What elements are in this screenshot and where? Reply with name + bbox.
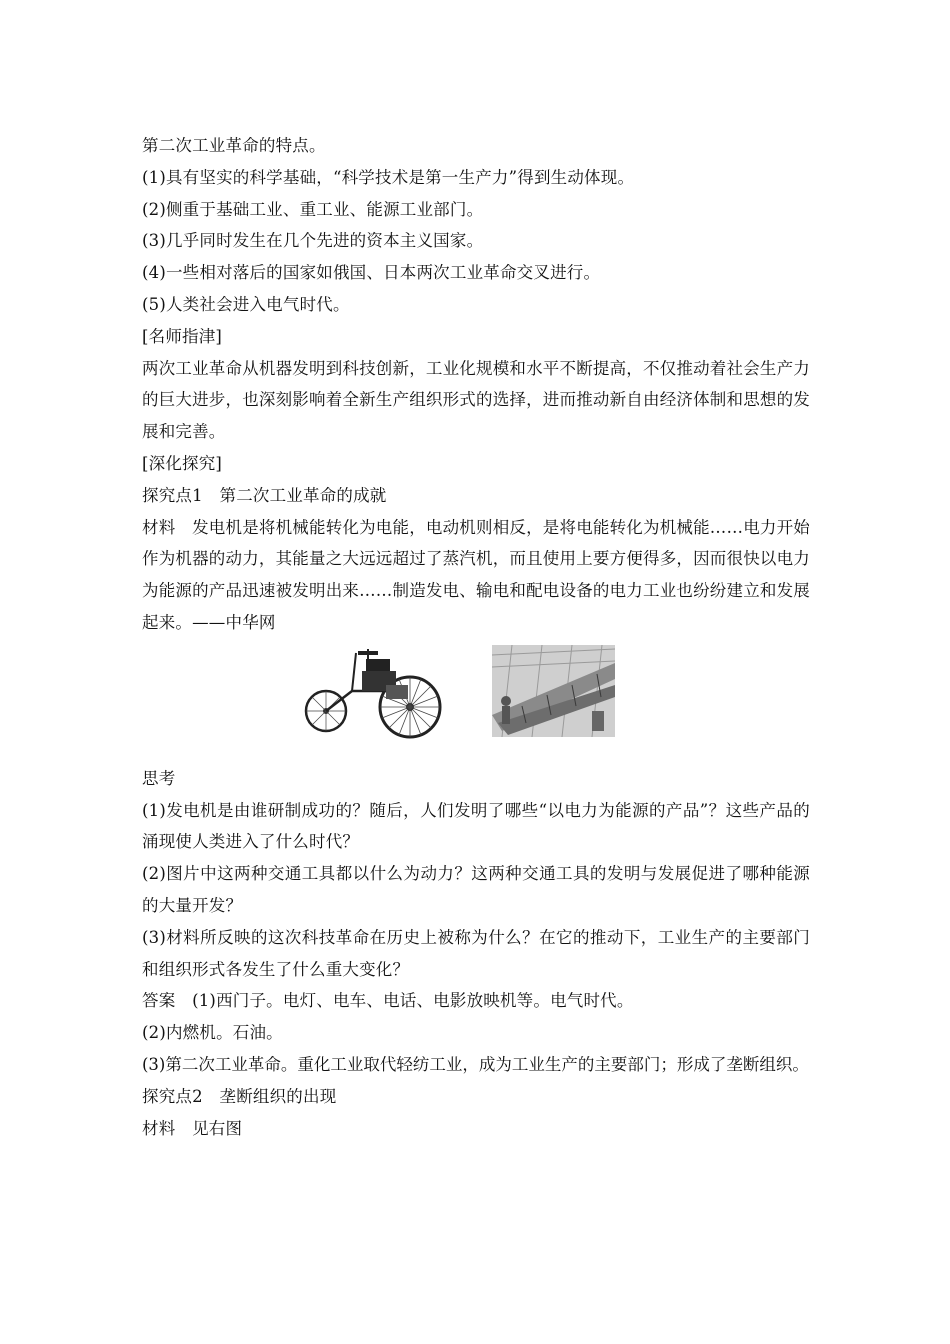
inquiry-point-1-heading: 探究点1 第二次工业革命的成就: [142, 485, 387, 505]
figure-row: [142, 645, 810, 755]
answer-3: (3)第二次工业革命。重化工业取代轻纺工业，成为工业生产的主要部门；形成了垄断组织。: [142, 1054, 809, 1074]
deep-inquiry-heading: [深化探究]: [142, 453, 223, 473]
feature-item-3: (3)几乎同时发生在几个先进的资本主义国家。: [142, 231, 484, 251]
question-2: (2)图片中这两种交通工具都以什么为动力？这两种交通工具的发明与发展促进了哪种能源的大量开发？: [142, 864, 810, 915]
feature-item-2: (2)侧重于基础工业、重工业、能源工业部门。: [142, 199, 484, 219]
feature-item-4: (4)一些相对落后的国家如俄国、日本两次工业革命交叉进行。: [142, 263, 601, 283]
answer-1: 答案 (1)西门子。电灯、电车、电话、电影放映机等。电气时代。: [142, 991, 634, 1011]
feature-item-1: (1)具有坚实的科学基础，“科学技术是第一生产力”得到生动体现。: [142, 167, 635, 187]
teacher-tips-paragraph: 两次工业革命从机器发明到科技创新，工业化规模和水平不断提高，不仅推动着社会生产力的巨大进步，也深刻影响着全新生产组织形式的选择，进而推动新自由经济体制和思想的发展和完善。: [142, 358, 810, 442]
question-1: (1)发电机是由谁研制成功的？随后，人们发明了哪些“以电力为能源的产品”？这些产品的涌现使人类进入了什么时代？: [142, 800, 810, 852]
material-2: 材料 见右图: [142, 1118, 243, 1138]
feature-item-5: (5)人类社会进入电气时代。: [142, 294, 350, 314]
material-1-paragraph: 材料 发电机是将机械能转化为电能，电动机则相反，是将电能转化为机械能……电力开始作为机器的动力，其能量之大远远超过了蒸汽机，而且使用上要方便得多，因而很快以电力为能源的产品迅速被发明出来……制造发电、输电和配电设备的电力工业也纷纷建立和发展起来。——中华网: [142, 517, 810, 632]
answer-2: (2)内燃机。石油。: [142, 1023, 283, 1043]
early-airplane-image: [492, 645, 615, 737]
features-heading: 第二次工业革命的特点。: [142, 136, 326, 155]
teacher-tips-heading: [名师指津]: [142, 326, 223, 346]
document-page: [142, 130, 810, 1144]
question-3: (3)材料所反映的这次科技革命在历史上被称为什么？在它的推动下，工业生产的主要部门和组织形式各发生了什么重大变化？: [142, 927, 810, 979]
think-heading: 思考: [142, 768, 176, 788]
inquiry-point-2-heading: 探究点2 垄断组织的出现: [142, 1086, 337, 1106]
early-motor-tricycle-image: [302, 645, 448, 741]
